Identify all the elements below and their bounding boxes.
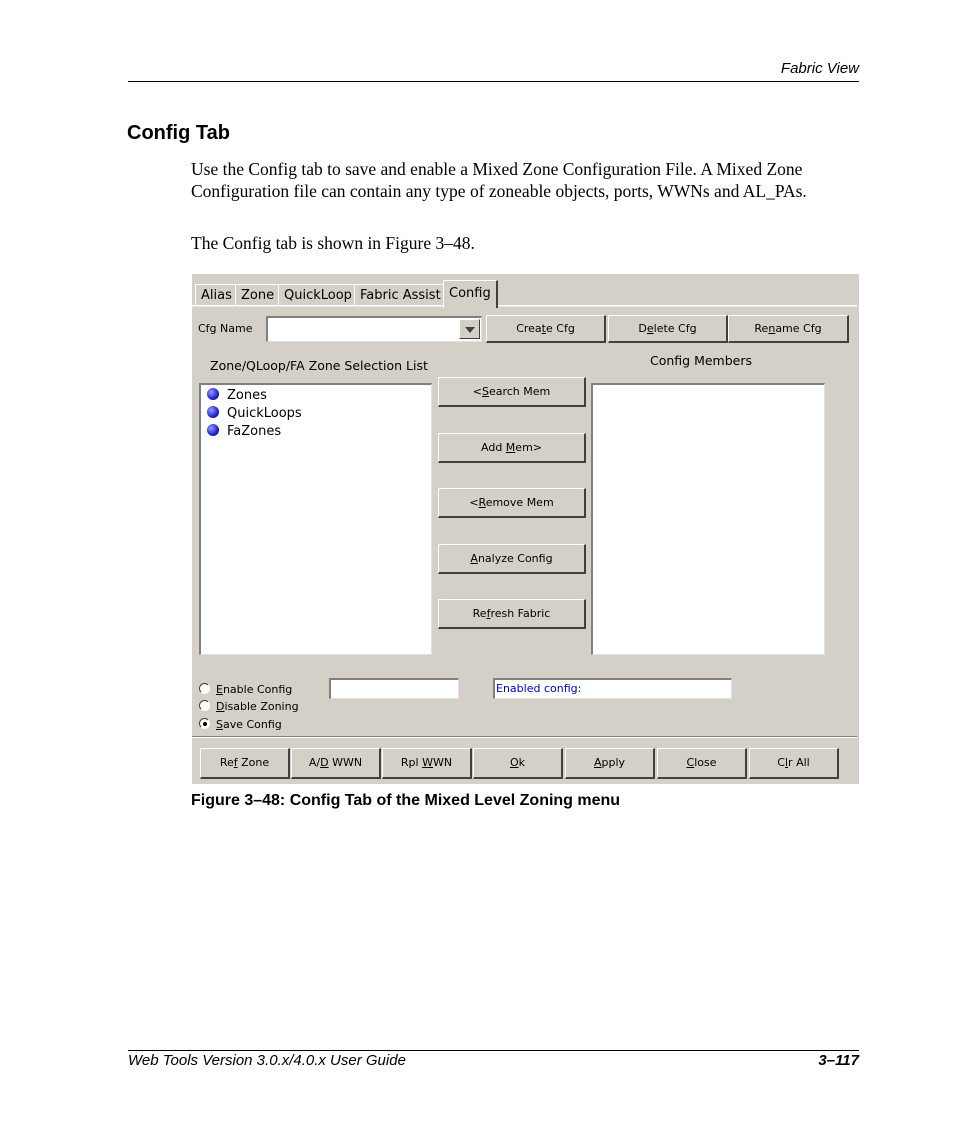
create-cfg-label-pre: Crea <box>516 322 542 335</box>
close-label <box>658 749 745 777</box>
ok-mnemonic: O <box>509 756 519 769</box>
ref-zone-label-pre: Re <box>219 756 234 769</box>
close-button[interactable] <box>657 748 747 779</box>
ok-label <box>474 749 561 777</box>
disable-zoning-radio[interactable] <box>199 700 299 713</box>
list-item-label: QuickLoops <box>227 406 302 421</box>
list-item-label: Zones <box>227 388 267 403</box>
cfg-name-dropdown[interactable] <box>266 316 482 342</box>
analyze-config-label-post: nalyze Config <box>477 552 553 565</box>
add-mem-label <box>439 434 584 461</box>
zoning-config-window <box>192 274 859 784</box>
delete-cfg-button[interactable] <box>608 315 728 343</box>
remove-mem-mnemonic: R <box>478 496 486 509</box>
zone-node-icon <box>207 388 219 400</box>
rename-cfg-label-post: ame Cfg <box>775 322 822 335</box>
analyze-config-label <box>439 545 584 572</box>
ref-zone-mnemonic: f <box>233 756 238 769</box>
ref-zone-button[interactable] <box>200 748 290 779</box>
list-item[interactable] <box>207 424 281 439</box>
header-rule <box>128 81 859 82</box>
radio-selected-icon <box>199 718 210 729</box>
ad-wwn-label <box>292 749 379 777</box>
search-mem-label-post: earch Mem <box>488 385 551 398</box>
radio-icon <box>199 700 210 711</box>
tab-config[interactable]: Config <box>443 280 498 308</box>
add-mem-label-post: em> <box>515 441 542 454</box>
disable-zoning-mnemonic: D <box>216 700 225 713</box>
create-cfg-label <box>487 316 604 341</box>
ad-wwn-mnemonic: D <box>320 756 329 769</box>
add-mem-mnemonic: M <box>505 441 516 454</box>
tab-fabric-assist[interactable]: Fabric Assist <box>354 284 447 306</box>
create-cfg-mnemonic: t <box>541 322 546 335</box>
disable-zoning-label: isable Zoning <box>224 700 299 713</box>
rename-cfg-label-pre: Re <box>754 322 769 335</box>
ok-label-post: k <box>518 756 526 769</box>
search-mem-label-pre: < <box>472 385 482 398</box>
delete-cfg-mnemonic: e <box>646 322 654 335</box>
page-number: 3–117 <box>818 1052 859 1069</box>
save-config-mnemonic: S <box>216 718 223 731</box>
save-config-radio[interactable] <box>199 718 282 731</box>
ref-zone-label-post: Zone <box>237 756 270 769</box>
zone-node-icon <box>207 424 219 436</box>
selection-list-label: Zone/QLoop/FA Zone Selection List <box>210 358 428 373</box>
status-field <box>493 678 732 699</box>
enable-config-radio[interactable] <box>199 683 292 696</box>
list-item[interactable] <box>207 406 302 421</box>
tab-alias[interactable]: Alias <box>195 284 238 306</box>
search-mem-button[interactable] <box>438 377 586 407</box>
add-mem-label-pre: Add <box>481 441 506 454</box>
create-cfg-button[interactable] <box>486 315 606 343</box>
figure-reference-paragraph: The Config tab is shown in Figure 3–48. <box>191 233 475 253</box>
clr-all-label <box>750 749 837 777</box>
refresh-fabric-label-pre: Re <box>472 607 487 620</box>
search-mem-mnemonic: S <box>481 385 489 398</box>
config-members-label: Config Members <box>650 353 753 368</box>
clr-all-button[interactable] <box>749 748 839 779</box>
rpl-wwn-button[interactable] <box>382 748 472 779</box>
tab-zone[interactable]: Zone <box>235 284 280 306</box>
status-text: Enabled config: <box>496 682 582 695</box>
delete-cfg-label-post: lete Cfg <box>653 322 697 335</box>
clr-all-label-post: r All <box>788 756 810 769</box>
config-members-list[interactable] <box>591 383 825 655</box>
save-config-label: ave Config <box>222 718 282 731</box>
create-cfg-label-post: e Cfg <box>546 322 575 335</box>
refresh-fabric-label-post: resh Fabric <box>490 607 551 620</box>
rpl-wwn-mnemonic: W <box>422 756 433 769</box>
rpl-wwn-label-post: WN <box>432 756 453 769</box>
list-item-label: FaZones <box>227 424 282 439</box>
clr-all-mnemonic: l <box>784 756 789 769</box>
rename-cfg-button[interactable] <box>728 315 849 343</box>
ad-wwn-button[interactable] <box>291 748 381 779</box>
remove-mem-label <box>439 489 584 516</box>
ref-zone-label <box>201 749 288 777</box>
search-mem-label <box>439 378 584 405</box>
footer-doc-title: Web Tools Version 3.0.x/4.0.x User Guide <box>128 1052 406 1069</box>
add-mem-button[interactable] <box>438 433 586 463</box>
enable-config-mnemonic: E <box>216 683 223 696</box>
running-header: Fabric View <box>780 60 859 77</box>
refresh-fabric-mnemonic: f <box>486 607 491 620</box>
ad-wwn-label-post: WWN <box>328 756 363 769</box>
enable-config-input[interactable] <box>329 678 459 699</box>
apply-button[interactable] <box>565 748 655 779</box>
apply-label <box>566 749 653 777</box>
chevron-down-icon[interactable] <box>459 319 480 339</box>
refresh-fabric-button[interactable] <box>438 599 586 629</box>
tab-strip-shade <box>192 306 857 307</box>
clr-all-label-pre: C <box>777 756 785 769</box>
refresh-fabric-label <box>439 600 584 627</box>
ad-wwn-label-pre: A/ <box>308 756 321 769</box>
analyze-config-button[interactable] <box>438 544 586 574</box>
zone-node-icon <box>207 406 219 418</box>
cfg-name-label: Cfg Name <box>198 322 253 335</box>
zone-selection-list[interactable] <box>199 383 432 655</box>
apply-label-post: pply <box>601 756 626 769</box>
remove-mem-label-pre: < <box>469 496 479 509</box>
close-mnemonic: C <box>686 756 695 769</box>
delete-cfg-label <box>609 316 726 341</box>
enable-config-label: nable Config <box>222 683 293 696</box>
remove-mem-label-post: emove Mem <box>485 496 554 509</box>
apply-mnemonic: A <box>593 756 602 769</box>
rename-cfg-label <box>729 316 847 341</box>
ok-button[interactable] <box>473 748 563 779</box>
rename-cfg-mnemonic: n <box>768 322 776 335</box>
analyze-config-mnemonic: A <box>470 552 478 565</box>
bottom-separator-highlight <box>192 737 857 738</box>
rpl-wwn-label-pre: Rpl <box>400 756 423 769</box>
intro-paragraph: Use the Config tab to save and enable a Mixed Zone Configuration File. A Mixed Zone Configuration file can contain any type of zoneable objects, ports, WWNs and AL_PAs. <box>191 159 807 201</box>
figure-caption: Figure 3–48: Config Tab of the Mixed Level Zoning menu <box>191 792 621 809</box>
footer-rule <box>128 1050 859 1051</box>
section-title: Config Tab <box>127 122 230 144</box>
radio-icon <box>199 683 210 694</box>
tab-quickloop[interactable]: QuickLoop <box>278 284 358 306</box>
rpl-wwn-label <box>383 749 470 777</box>
list-item[interactable] <box>207 388 267 403</box>
remove-mem-button[interactable] <box>438 488 586 518</box>
close-label-post: lose <box>694 756 717 769</box>
delete-cfg-label-pre: D <box>638 322 647 335</box>
